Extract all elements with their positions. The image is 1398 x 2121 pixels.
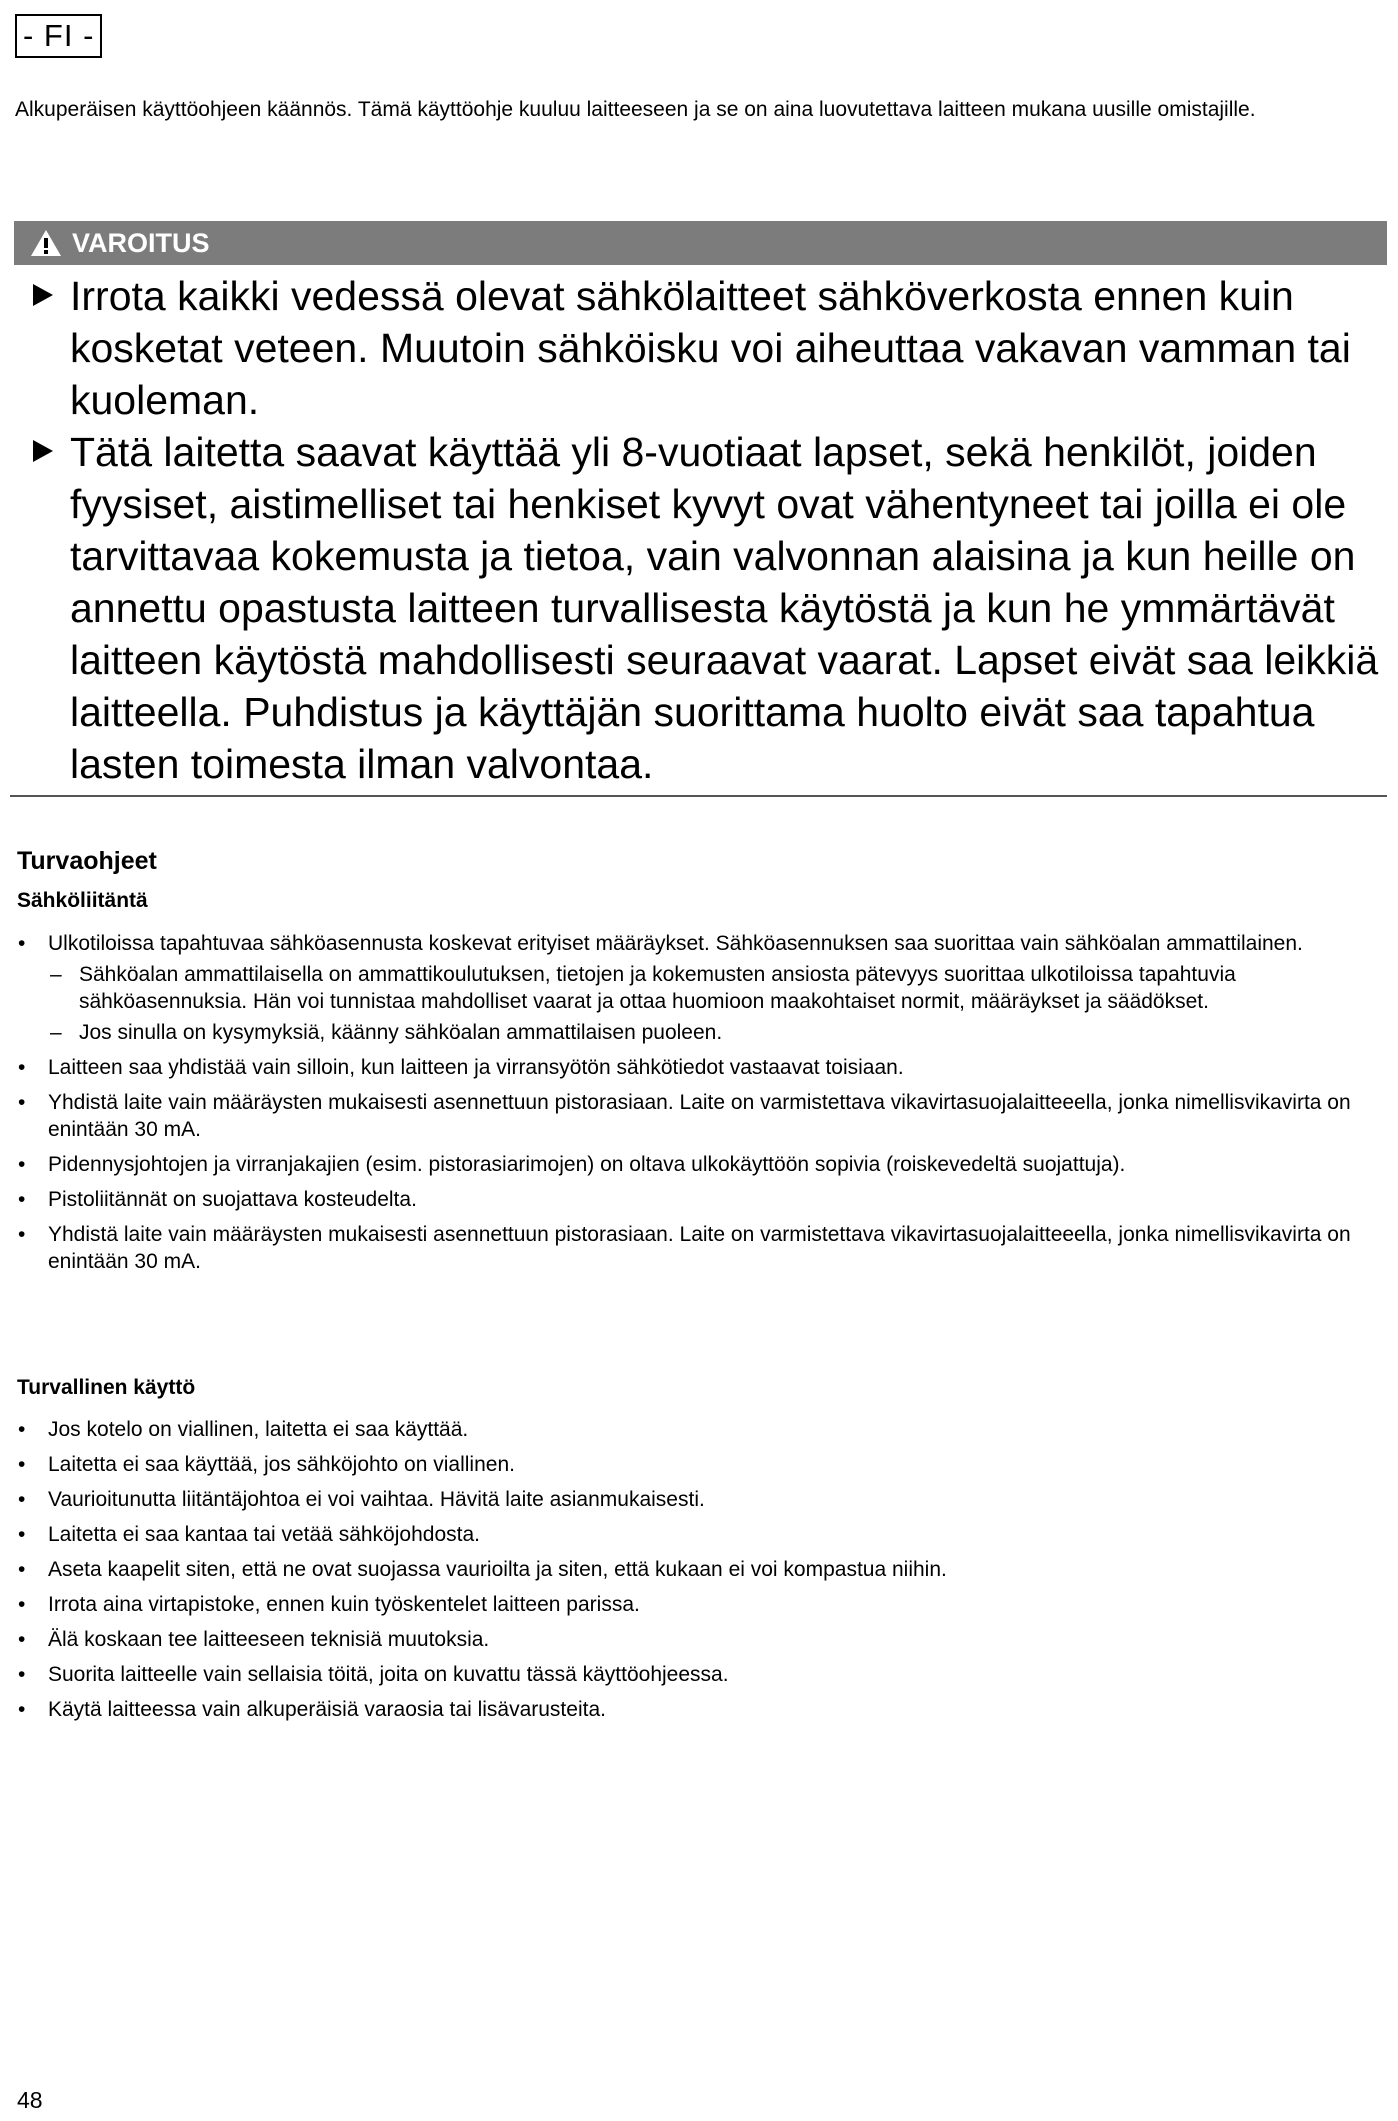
subsection-title-safe-use: Turvallinen käyttö xyxy=(17,1376,196,1399)
list-item xyxy=(14,1416,1386,1443)
list-item xyxy=(14,1151,1386,1178)
bullet-icon: • xyxy=(18,1418,26,1441)
bullet-icon: • xyxy=(18,932,26,955)
warning-item xyxy=(14,270,1387,426)
bullet-icon: • xyxy=(18,1153,26,1176)
warning-triangle-icon xyxy=(30,229,62,257)
list-item-text: Älä koskaan tee laitteeseen teknisiä muutoksia. xyxy=(48,1628,490,1651)
bullet-icon: • xyxy=(18,1188,26,1211)
sub-list-item xyxy=(48,961,1386,1015)
list-item-text: Pidennysjohtojen ja virranjakajien (esim. pistorasiarimojen) on oltava ulkokäyttöön sopivia (roiskevedeltä suojattuja). xyxy=(48,1153,1126,1176)
dash-bullet-icon: – xyxy=(50,1021,62,1044)
bullet-icon: • xyxy=(18,1223,26,1246)
sub-list xyxy=(48,961,1386,1046)
list-item-text: Yhdistä laite vain määräysten mukaisesti asennettuun pistorasiaan. Laite on varmistettava vikavirtasuojalaitteeella, jonka nimellisvikavirta on enintään 30 mA. xyxy=(48,1091,1351,1141)
warning-divider xyxy=(10,795,1387,797)
sub-list-item-text: Jos sinulla on kysymyksiä, käänny sähköalan ammattilaisen puoleen. xyxy=(79,1021,723,1044)
language-tag: - FI - xyxy=(15,14,102,58)
list-item-text: Käytä laitteessa vain alkuperäisiä varaosia tai lisävarusteita. xyxy=(48,1698,606,1721)
list-item xyxy=(14,1696,1386,1723)
list-item xyxy=(14,1521,1386,1548)
intro-text: Alkuperäisen käyttöohjeen käännös. Tämä käyttöohje kuuluu laitteeseen ja se on aina luovutettava laitteen mukana uusille omistajille. xyxy=(15,98,1256,121)
triangle-bullet-icon xyxy=(33,284,53,306)
list-item xyxy=(14,1626,1386,1653)
list-item xyxy=(14,1186,1386,1213)
bullet-icon: • xyxy=(18,1593,26,1616)
list-item-text: Laitetta ei saa kantaa tai vetää sähköjohdosta. xyxy=(48,1523,480,1546)
list-item-text: Laitetta ei saa käyttää, jos sähköjohto on viallinen. xyxy=(48,1453,515,1476)
list-item xyxy=(14,1054,1386,1081)
bullet-icon: • xyxy=(18,1453,26,1476)
bullet-icon: • xyxy=(18,1523,26,1546)
subsection-title-electrical: Sähköliitäntä xyxy=(17,889,148,912)
bullet-icon: • xyxy=(18,1488,26,1511)
safe-use-list xyxy=(14,1416,1386,1731)
list-item-text: Yhdistä laite vain määräysten mukaisesti asennettuun pistorasiaan. Laite on varmistettava vikavirtasuojalaitteeella, jonka nimellisvikavirta on enintään 30 mA. xyxy=(48,1223,1351,1273)
bullet-icon: • xyxy=(18,1628,26,1651)
warning-item-text: Tätä laitetta saavat käyttää yli 8-vuotiaat lapset, sekä henkilöt, joiden fyysiset, aistimelliset tai henkiset kyvyt ovat vähentyneet tai joilla ei ole tarvittavaa kokemusta ja tietoa, vain valvonnan alaisina ja kun heille on annettu opastusta laitteen turvallisesta käytöstä ja kun he ymmärtävät laitteen käytöstä mahdollisesti seuraavat vaarat. Lapset eivät saa leikkiä laitteella. Puhdistus ja käyttäjän suorittama huolto eivät saa tapahtua lasten toimesta ilman valvontaa. xyxy=(70,429,1379,787)
sub-list-item-text: Sähköalan ammattilaisella on ammattikoulutuksen, tietojen ja kokemusten ansiosta pätevyys suorittaa ulkotiloissa tapahtuvia sähköasennuksia. Hän voi tunnistaa mahdolliset vaarat ja ottaa huomioon maakohtaiset normit, määräykset ja säädökset. xyxy=(79,963,1236,1013)
list-item xyxy=(14,930,1386,1046)
warning-header xyxy=(14,221,1387,265)
list-item xyxy=(14,1661,1386,1688)
bullet-icon: • xyxy=(18,1558,26,1581)
list-item-text: Laitteen saa yhdistää vain silloin, kun laitteen ja virransyötön sähkötiedot vastaavat toisiaan. xyxy=(48,1056,904,1079)
list-item xyxy=(14,1486,1386,1513)
warning-item xyxy=(14,426,1387,790)
warning-item-text: Irrota kaikki vedessä olevat sähkölaitteet sähköverkosta ennen kuin kosketat veteen. Muutoin sähköisku voi aiheuttaa vakavan vamman tai kuoleman. xyxy=(70,273,1351,423)
list-item-text: Jos kotelo on viallinen, laitetta ei saa käyttää. xyxy=(48,1418,469,1441)
warning-list xyxy=(14,270,1387,790)
page-number: 48 xyxy=(17,2087,43,2113)
list-item-text: Suorita laitteelle vain sellaisia töitä, joita on kuvattu tässä käyttöohjeessa. xyxy=(48,1663,729,1686)
warning-title: VAROITUS xyxy=(72,228,210,258)
list-item-text: Irrota aina virtapistoke, ennen kuin työskentelet laitteen parissa. xyxy=(48,1593,640,1616)
bullet-icon: • xyxy=(18,1698,26,1721)
list-item-text: Ulkotiloissa tapahtuvaa sähköasennusta koskevat erityiset määräykset. Sähköasennuksen saa suorittaa vain sähköalan ammattilainen. xyxy=(48,932,1303,955)
list-item-text: Aseta kaapelit siten, että ne ovat suojassa vaurioilta ja siten, että kukaan ei voi kompastua niihin. xyxy=(48,1558,947,1581)
list-item xyxy=(14,1591,1386,1618)
list-item xyxy=(14,1556,1386,1583)
sub-list-item xyxy=(48,1019,1386,1046)
list-item xyxy=(14,1451,1386,1478)
bullet-icon: • xyxy=(18,1091,26,1114)
electrical-list xyxy=(14,930,1386,1283)
dash-bullet-icon: – xyxy=(50,963,62,986)
section-title: Turvaohjeet xyxy=(17,847,157,875)
bullet-icon: • xyxy=(18,1056,26,1079)
list-item-text: Pistoliitännät on suojattava kosteudelta. xyxy=(48,1188,417,1211)
list-item-text: Vaurioitunutta liitäntäjohtoa ei voi vaihtaa. Hävitä laite asianmukaisesti. xyxy=(48,1488,705,1511)
list-item xyxy=(14,1089,1386,1143)
list-item xyxy=(14,1221,1386,1275)
bullet-icon: • xyxy=(18,1663,26,1686)
triangle-bullet-icon xyxy=(33,440,53,462)
